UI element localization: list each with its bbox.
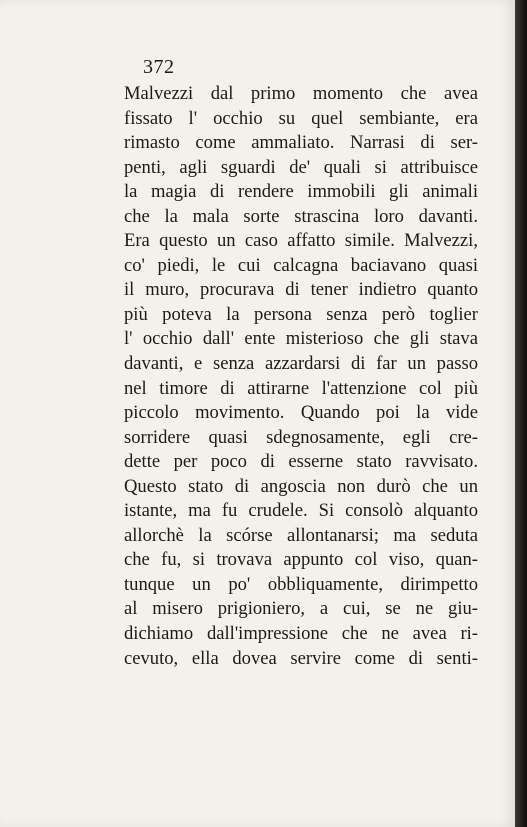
text-line: Questo stato di angoscia non durò che un [124, 475, 478, 497]
text-line: tunque un po' obbliquamente, dirimpetto [124, 573, 478, 595]
text-line: la magia di rendere immobili gli animali [124, 181, 478, 203]
text-line: davanti, e senza azzardarsi di far un passo [124, 353, 478, 375]
text-line: nel timore di attirarne l'attenzione col più [124, 377, 478, 399]
text-line: Malvezzi dal primo momento che avea [124, 83, 478, 104]
text-line: dette per poco di esserne stato ravvisato. [124, 451, 478, 473]
text-line: penti, agli sguardi de' quali si attribuisce [124, 156, 478, 178]
text-line: sorridere quasi sdegnosamente, egli cre- [124, 426, 478, 448]
text-line: il muro, procurava di tener indietro quanto [124, 279, 478, 301]
text-line: co' piedi, le cui calcagna baciavano quasi [124, 254, 478, 276]
text-line: cevuto, ella dovea servire come di senti- [124, 647, 478, 669]
text-line: istante, ma fu crudele. Si consolò alquanto [124, 500, 478, 522]
text-line: rimasto come ammaliato. Narrasi di ser- [124, 132, 478, 154]
text-line: allorchè la scórse allontanarsi; ma seduta [124, 524, 478, 546]
text-line: che la mala sorte strascina loro davanti. [124, 205, 478, 227]
text-line: fissato l' occhio su quel sembiante, era [124, 107, 478, 129]
text-line: al misero prigioniero, a cui, se ne giu- [124, 598, 478, 620]
text-line: Era questo un caso affatto simile. Malvezzi, [124, 230, 478, 252]
text-line: più poteva la persona senza però toglier [124, 303, 478, 325]
body-text [124, 82, 478, 671]
text-line: dichiamo dall'impressione che ne avea ri- [124, 623, 478, 645]
page-number: 372 [143, 56, 175, 78]
text-line: l' occhio dall' ente misterioso che gli stava [124, 328, 478, 350]
text-line: piccolo movimento. Quando poi la vide [124, 402, 478, 424]
text-line: che fu, si trovava appunto col viso, quan- [124, 549, 478, 571]
page-edge-shadow [515, 0, 527, 827]
